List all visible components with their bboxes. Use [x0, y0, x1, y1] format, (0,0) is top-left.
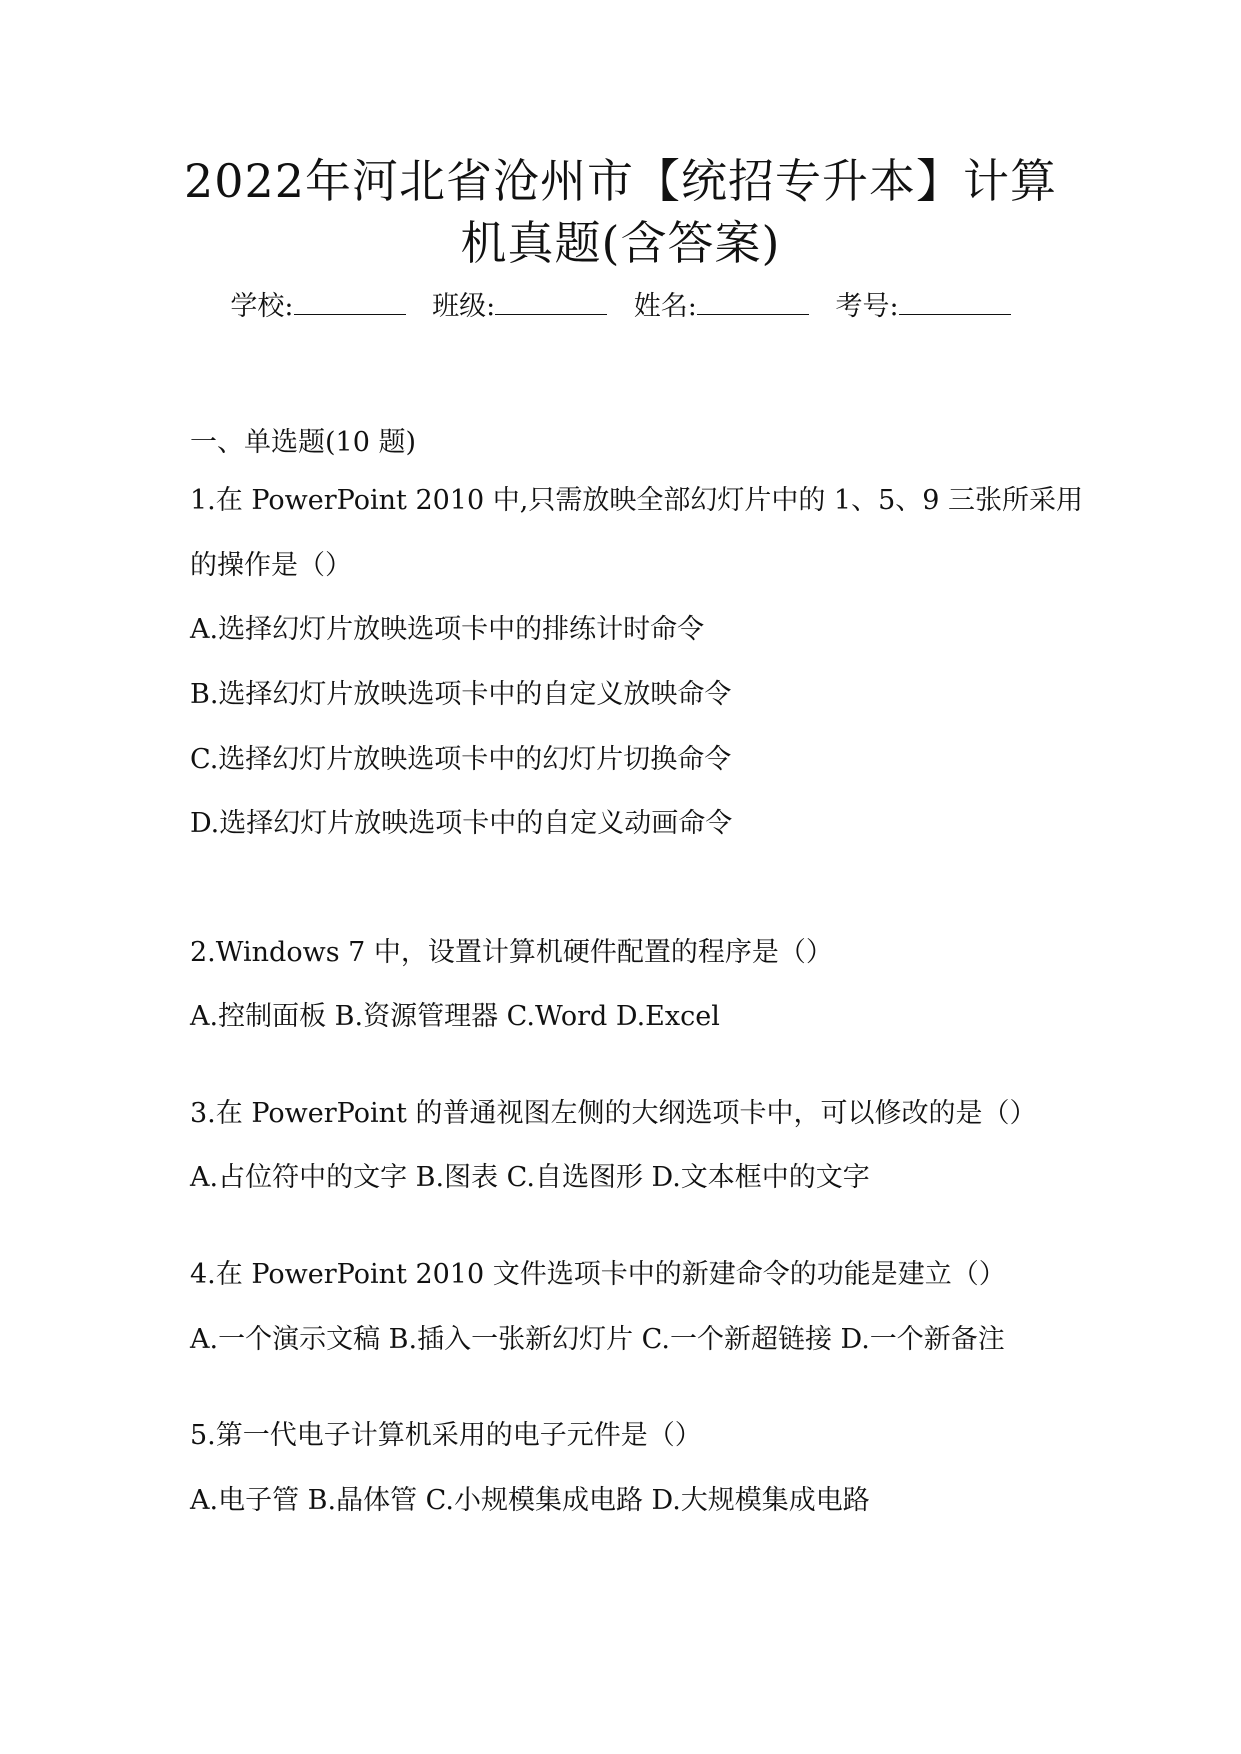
- name-label: 姓名:: [633, 291, 697, 322]
- school-label: 学校:: [230, 291, 294, 322]
- class-blank: [495, 288, 607, 315]
- exam-title: [150, 150, 1091, 274]
- school-blank: [294, 288, 406, 315]
- question-1-option-b: B.选择幻灯片放映选项卡中的自定义放映命令: [190, 679, 732, 710]
- question-2-stem: 2.Windows 7 中，设置计算机硬件配置的程序是（）: [190, 937, 833, 968]
- name-field: [634, 288, 809, 325]
- school-field: [230, 288, 405, 325]
- question-5-stem: 5.第一代电子计算机采用的电子元件是（）: [190, 1420, 702, 1451]
- question-1-option-a: A.选择幻灯片放映选项卡中的排练计时命令: [190, 614, 705, 645]
- question-4-stem: 4.在 PowerPoint 2010 文件选项卡中的新建命令的功能是建立（）: [190, 1259, 1006, 1290]
- question-1-option-d: D.选择幻灯片放映选项卡中的自定义动画命令: [190, 808, 733, 839]
- question-1-stem-line-1: 1.在 PowerPoint 2010 中,只需放映全部幻灯片中的 1、5、9 三张所采用: [190, 485, 1084, 516]
- class-field: [432, 288, 607, 325]
- exam-number-blank: [899, 288, 1011, 315]
- question-3-options: A.占位符中的文字 B.图表 C.自选图形 D.文本框中的文字: [190, 1162, 870, 1193]
- exam-title-line-2: 机真题(含答案): [460, 216, 781, 270]
- exam-number-field: [836, 288, 1011, 325]
- class-label: 班级:: [432, 291, 496, 322]
- name-blank: [697, 288, 809, 315]
- question-3-stem: 3.在 PowerPoint 的普通视图左侧的大纲选项卡中，可以修改的是（）: [190, 1098, 1037, 1129]
- section-heading: 一、单选题(10 题): [190, 427, 417, 458]
- question-5-options: A.电子管 B.晶体管 C.小规模集成电路 D.大规模集成电路: [190, 1485, 870, 1516]
- question-4-options: A.一个演示文稿 B.插入一张新幻灯片 C.一个新超链接 D.一个新备注: [190, 1324, 1005, 1355]
- question-1-stem-line-2: 的操作是（）: [190, 550, 352, 581]
- student-info-line: [0, 288, 1241, 325]
- exam-title-line-1: 2022年河北省沧州市【统招专升本】计算: [183, 154, 1058, 208]
- question-2-options: A.控制面板 B.资源管理器 C.Word D.Excel: [190, 1001, 720, 1032]
- question-1-option-c: C.选择幻灯片放映选项卡中的幻灯片切换命令: [190, 744, 732, 775]
- exam-number-label: 考号:: [835, 291, 899, 322]
